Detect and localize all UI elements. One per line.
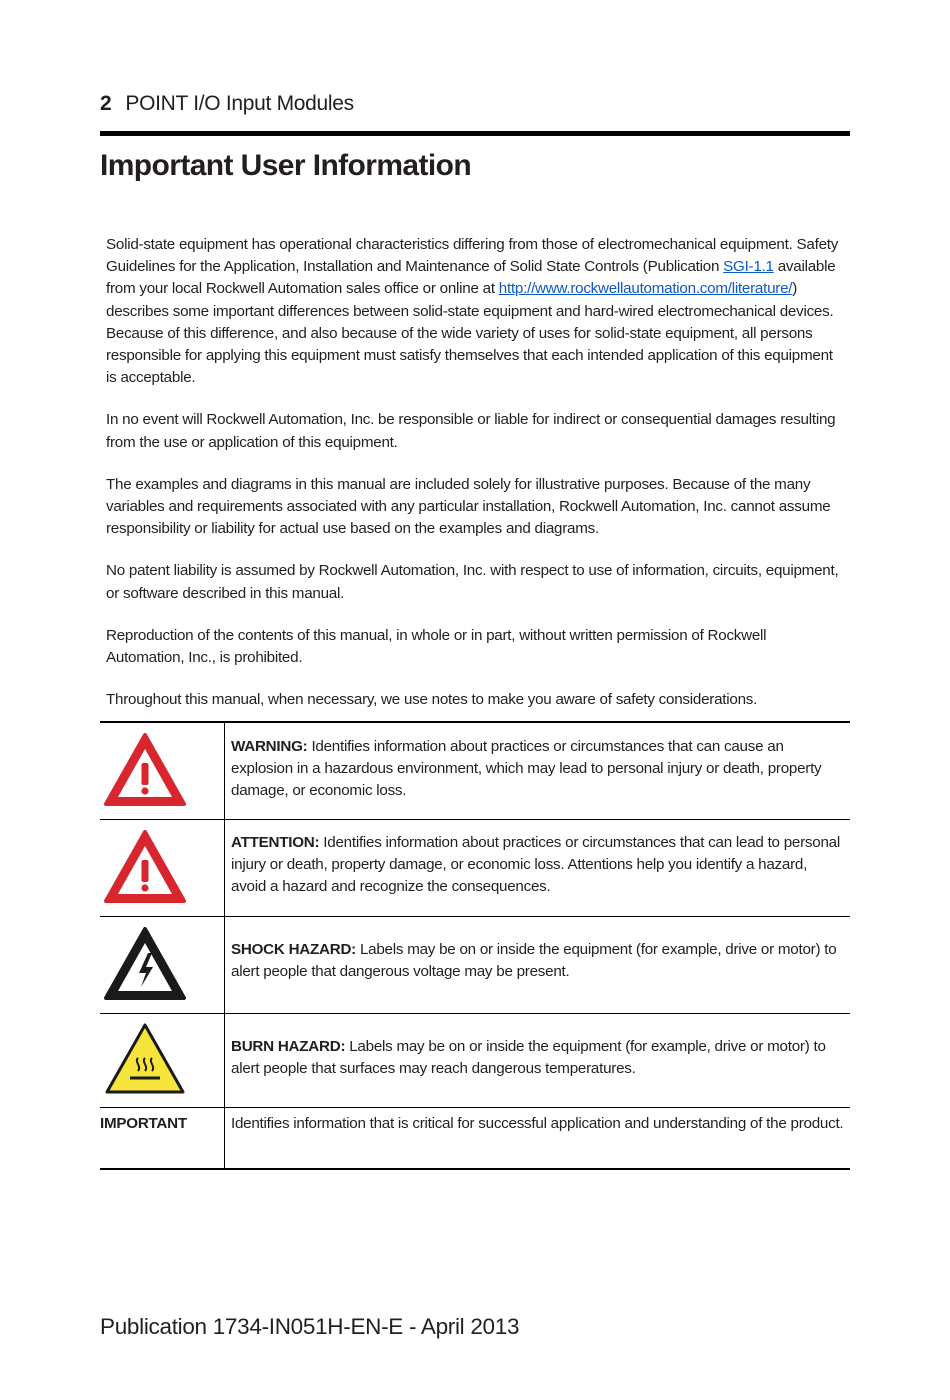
paragraph-liability: In no event will Rockwell Automation, Inc. be responsible or liable for indirect or consequential damages resulting from the use or application of this equipment.	[106, 411, 836, 451]
paragraph-notes-intro: Throughout this manual, when necessary, we use notes to make you aware of safety considerations.	[106, 691, 758, 709]
shock-hazard-text: Labels may be on or inside the equipment (for example, drive or motor) to alert people that dangerous voltage may be present.	[231, 940, 837, 980]
burn-hazard-label: BURN HAZARD:	[231, 1037, 346, 1055]
attention-triangle-icon	[100, 820, 224, 915]
note-row-attention	[100, 819, 850, 916]
body-text	[106, 234, 846, 731]
warning-label: WARNING:	[231, 738, 308, 755]
burn-hazard-text: Labels may be on or inside the equipment (for example, drive or motor) to alert people that surfaces may reach dangerous temperatures.	[231, 1037, 826, 1077]
paragraph-patent: No patent liability is assumed by Rockwell Automation, Inc. with respect to use of information, circuits, equipment, or software described in this manual.	[106, 562, 839, 602]
header-rule	[100, 131, 850, 136]
note-row-important	[100, 1107, 850, 1169]
shock-hazard-label: SHOCK HAZARD:	[231, 940, 356, 958]
safety-notes-table	[100, 721, 850, 1170]
page-number: 2	[100, 92, 112, 115]
note-row-warning	[100, 722, 850, 819]
running-header	[100, 92, 354, 116]
literature-link[interactable]: http://www.rockwellautomation.com/literature/	[498, 280, 793, 298]
sgi-link[interactable]: SGI-1.1	[723, 258, 774, 276]
attention-text: Identifies information about practices or circumstances that can lead to personal injury or death, property damage, or economic loss. Attentions help you identify a hazard, avoid a hazard and recognize the consequences.	[231, 833, 840, 895]
note-row-shock-hazard	[100, 916, 850, 1013]
warning-text: Identifies information about practices or circumstances that can cause an explosion in a hazardous environment, which may lead to personal injury or death, property damage, or economic loss.	[231, 738, 822, 800]
paragraph-examples: The examples and diagrams in this manual are included solely for illustrative purposes. Because of the many variables and requirements associated with any particular installation, Rockwell Automation, Inc. cannot assume responsibility or liability for actual use based on the examples and diagrams.	[106, 475, 831, 538]
note-row-burn-hazard	[100, 1013, 850, 1107]
warning-triangle-icon	[100, 723, 224, 818]
paragraph-solid-state: Solid-state equipment has operational characteristics differing from those of electromechanical equipment. Safety Guidelines for the Application, Installation and Maintenance of Solid State Controls (Publication SGI-1.1 available from your local Rockwell Automation sales office or online at http://www.rockwellautomation.com/literature/) describes some important differences between solid-state equipment and hard-wired electromechanical devices. Because of this difference, and also because of the wide variety of uses for solid-state equipment, all persons responsible for applying this equipment must satisfy themselves that each intended application of this equipment is acceptable.	[106, 236, 839, 387]
important-text: Identifies information that is critical for successful application and understanding of the product.	[225, 1107, 851, 1169]
running-title: POINT I/O Input Modules	[125, 92, 354, 115]
attention-label: ATTENTION:	[231, 833, 320, 851]
important-label: IMPORTANT	[100, 1107, 225, 1169]
paragraph-reproduction: Reproduction of the contents of this manual, in whole or in part, without written permission of Rockwell Automation, Inc., is prohibited.	[106, 626, 767, 667]
page-title: Important User Information	[100, 149, 472, 182]
burn-hazard-icon	[100, 1014, 224, 1106]
publication-footer: Publication 1734-IN051H-EN-E - April 2013	[100, 1314, 520, 1339]
shock-hazard-icon	[100, 917, 224, 1012]
